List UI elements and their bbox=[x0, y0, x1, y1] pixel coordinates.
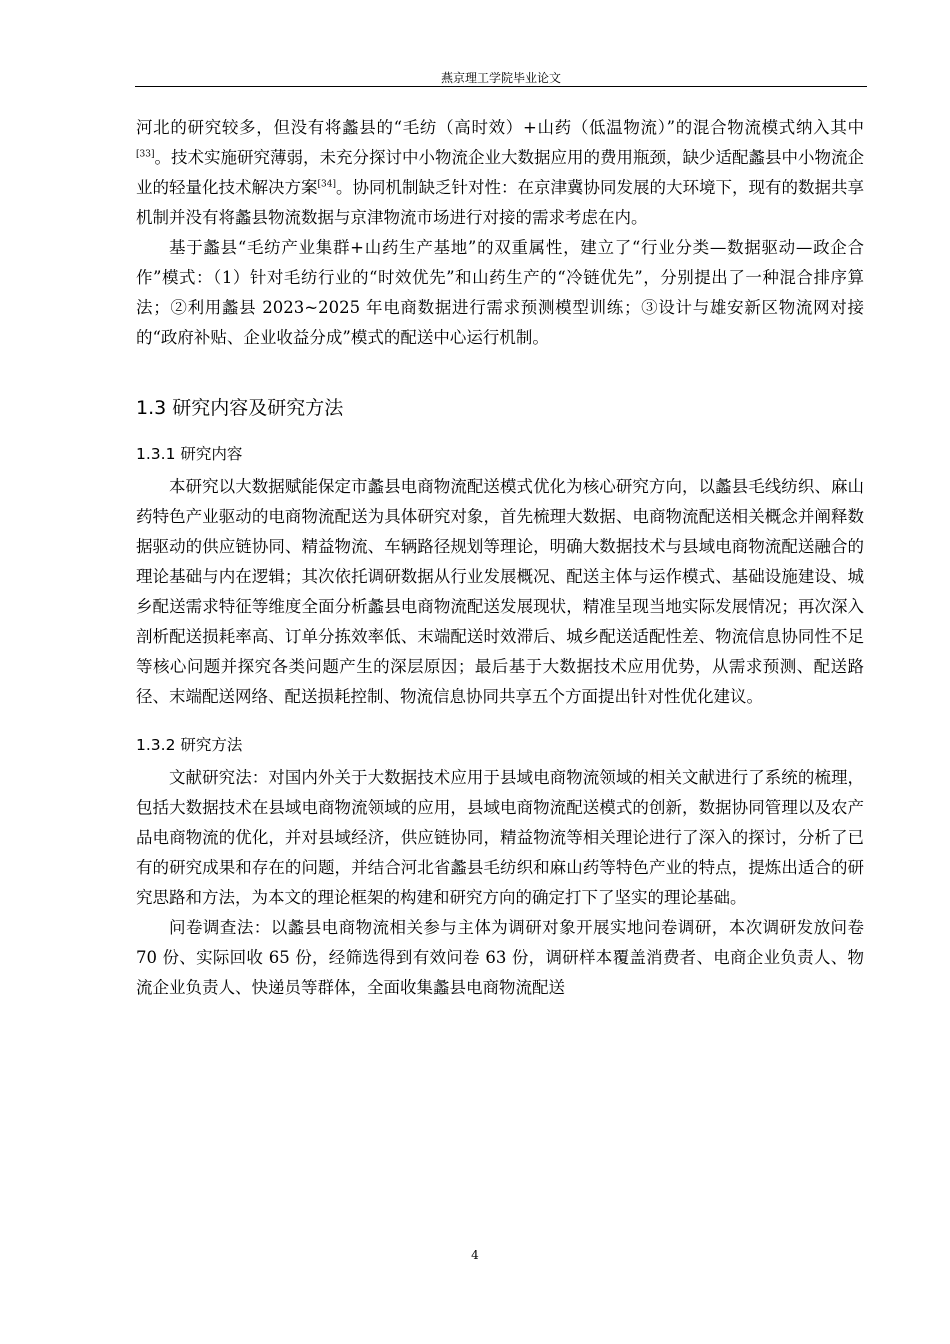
citation-34: [34] bbox=[317, 179, 336, 190]
running-header: 燕京理工学院毕业论文 bbox=[440, 71, 561, 85]
literature-method-paragraph: 文献研究法：对国内外关于大数据技术应用于县域电商物流领域的相关文献进行了系统的梳理，包括大数据技术在县域电商物流领域的应用，县域电商物流配送模式的创新，数据协同管理以及农产品电商物流的优化，并对县域经济，供应链协同，精益物流等相关理论进行了深入的探讨，分析了已有的研究成果和存在的问题，并结合河北省蠡县毛纺织和麻山药等特色产业的特点，提炼出适合的研究思路和方法，为本文的理论框架的构建和研究方向的确定打下了坚实的理论基础。 bbox=[136, 768, 864, 907]
subsection-heading-1-3-1: 1.3.1 研究内容 bbox=[136, 445, 243, 463]
intro-paragraph-1-part-c: 。协同机制缺乏针对性：在京津冀协同发展的大环境下，现有的数据共享机制并没有将蠡县物流数据与京津物流市场进行对接的需求考虑在内。 bbox=[136, 178, 865, 227]
intro-paragraph-1-part-a: 河北的研究较多，但没有将蠡县的“毛纺（高时效）+山药（低温物流）”的混合物流模式纳入其中 bbox=[136, 118, 864, 137]
section-heading-1-3: 1.3 研究内容及研究方法 bbox=[136, 397, 344, 419]
subsection-heading-1-3-2: 1.3.2 研究方法 bbox=[136, 736, 243, 754]
research-content-paragraph: 本研究以大数据赋能保定市蠡县电商物流配送模式优化为核心研究方向，以蠡县毛线纺织、麻山药特色产业驱动的电商物流配送为具体研究对象，首先梳理大数据、电商物流配送相关概念并阐释数据驱动的供应链协同、精益物流、车辆路径规划等理论，明确大数据技术与县域电商物流配送融合的理论基础与内在逻辑；其次依托调研数据从行业发展概况、配送主体与运作模式、基础设施建设、城乡配送需求特征等维度全面分析蠡县电商物流配送发展现状，精准呈现当地实际发展情况；再次深入剖析配送损耗率高、订单分拣效率低、末端配送时效滞后、城乡配送适配性差、物流信息协同性不足等核心问题并探究各类问题产生的深层原因；最后基于大数据技术应用优势，从需求预测、配送路径、末端配送网络、配送损耗控制、物流信息协同共享五个方面提出针对性优化建议。 bbox=[136, 477, 864, 706]
page-body bbox=[136, 113, 864, 1003]
intro-paragraph-1-part-b: 。技术实施研究薄弱，未充分探讨中小物流企业大数据应用的费用瓶颈，缺少适配蠡县中小物流企业的轻量化技术解决方案 bbox=[136, 148, 864, 197]
citation-33: [33] bbox=[136, 149, 155, 160]
intro-paragraph-1 bbox=[136, 113, 864, 233]
intro-paragraph-2: 基于蠡县“毛纺产业集群+山药生产基地”的双重属性，建立了“行业分类—数据驱动—政企合作”模式：（1）针对毛纺行业的“时效优先”和山药生产的“冷链优先”，分别提出了一种混合排序算法；②利用蠡县 2023~2025 年电商数据进行需求预测模型训练；③设计与雄安新区物流网对接的“政府补贴、企业收益分成”模式的配送中心运行机制。 bbox=[136, 238, 864, 347]
page-number: 4 bbox=[471, 1248, 479, 1262]
header-rule bbox=[135, 86, 867, 87]
questionnaire-method-paragraph: 问卷调查法：以蠡县电商物流相关参与主体为调研对象开展实地问卷调研，本次调研发放问卷 70 份、实际回收 65 份，经筛选得到有效问卷 63 份，调研样本覆盖消费者、电商企业负责人、物流企业负责人、快递员等群体，全面收集蠡县电商物流配送 bbox=[136, 918, 864, 997]
